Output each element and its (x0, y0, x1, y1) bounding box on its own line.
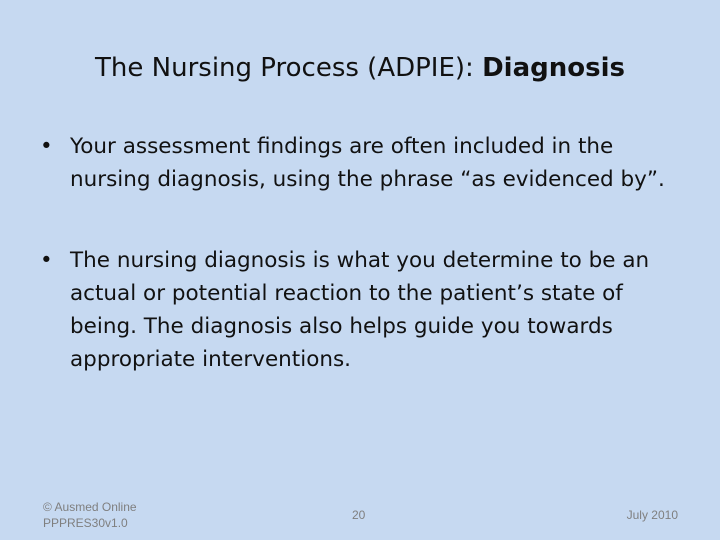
bullet-item (40, 130, 690, 196)
footer-copyright (43, 499, 137, 531)
bullet-marker: • (40, 134, 53, 159)
footer-copyright-line2: PPPRES30v1.0 (43, 516, 128, 530)
bullet-text: Your assessment findings are often included in the nursing diagnosis, using the phrase “as evidenced by”. (70, 134, 665, 192)
footer-copyright-line1: © Ausmed Online (43, 500, 137, 514)
slide-title (0, 50, 720, 86)
slide-title-prefix: The Nursing Process (ADPIE): (95, 53, 483, 83)
bullet-item (40, 244, 690, 376)
footer-page-number: 20 (352, 508, 366, 522)
bullet-marker: • (40, 248, 53, 273)
bullet-text: The nursing diagnosis is what you determine to be an actual or potential reaction to the patient’s state of being. The diagnosis also helps guide you towards appropriate interventions. (70, 248, 650, 372)
bullet-list (40, 130, 690, 376)
footer-date: July 2010 (626, 508, 678, 522)
slide-title-bold: Diagnosis (482, 53, 625, 83)
